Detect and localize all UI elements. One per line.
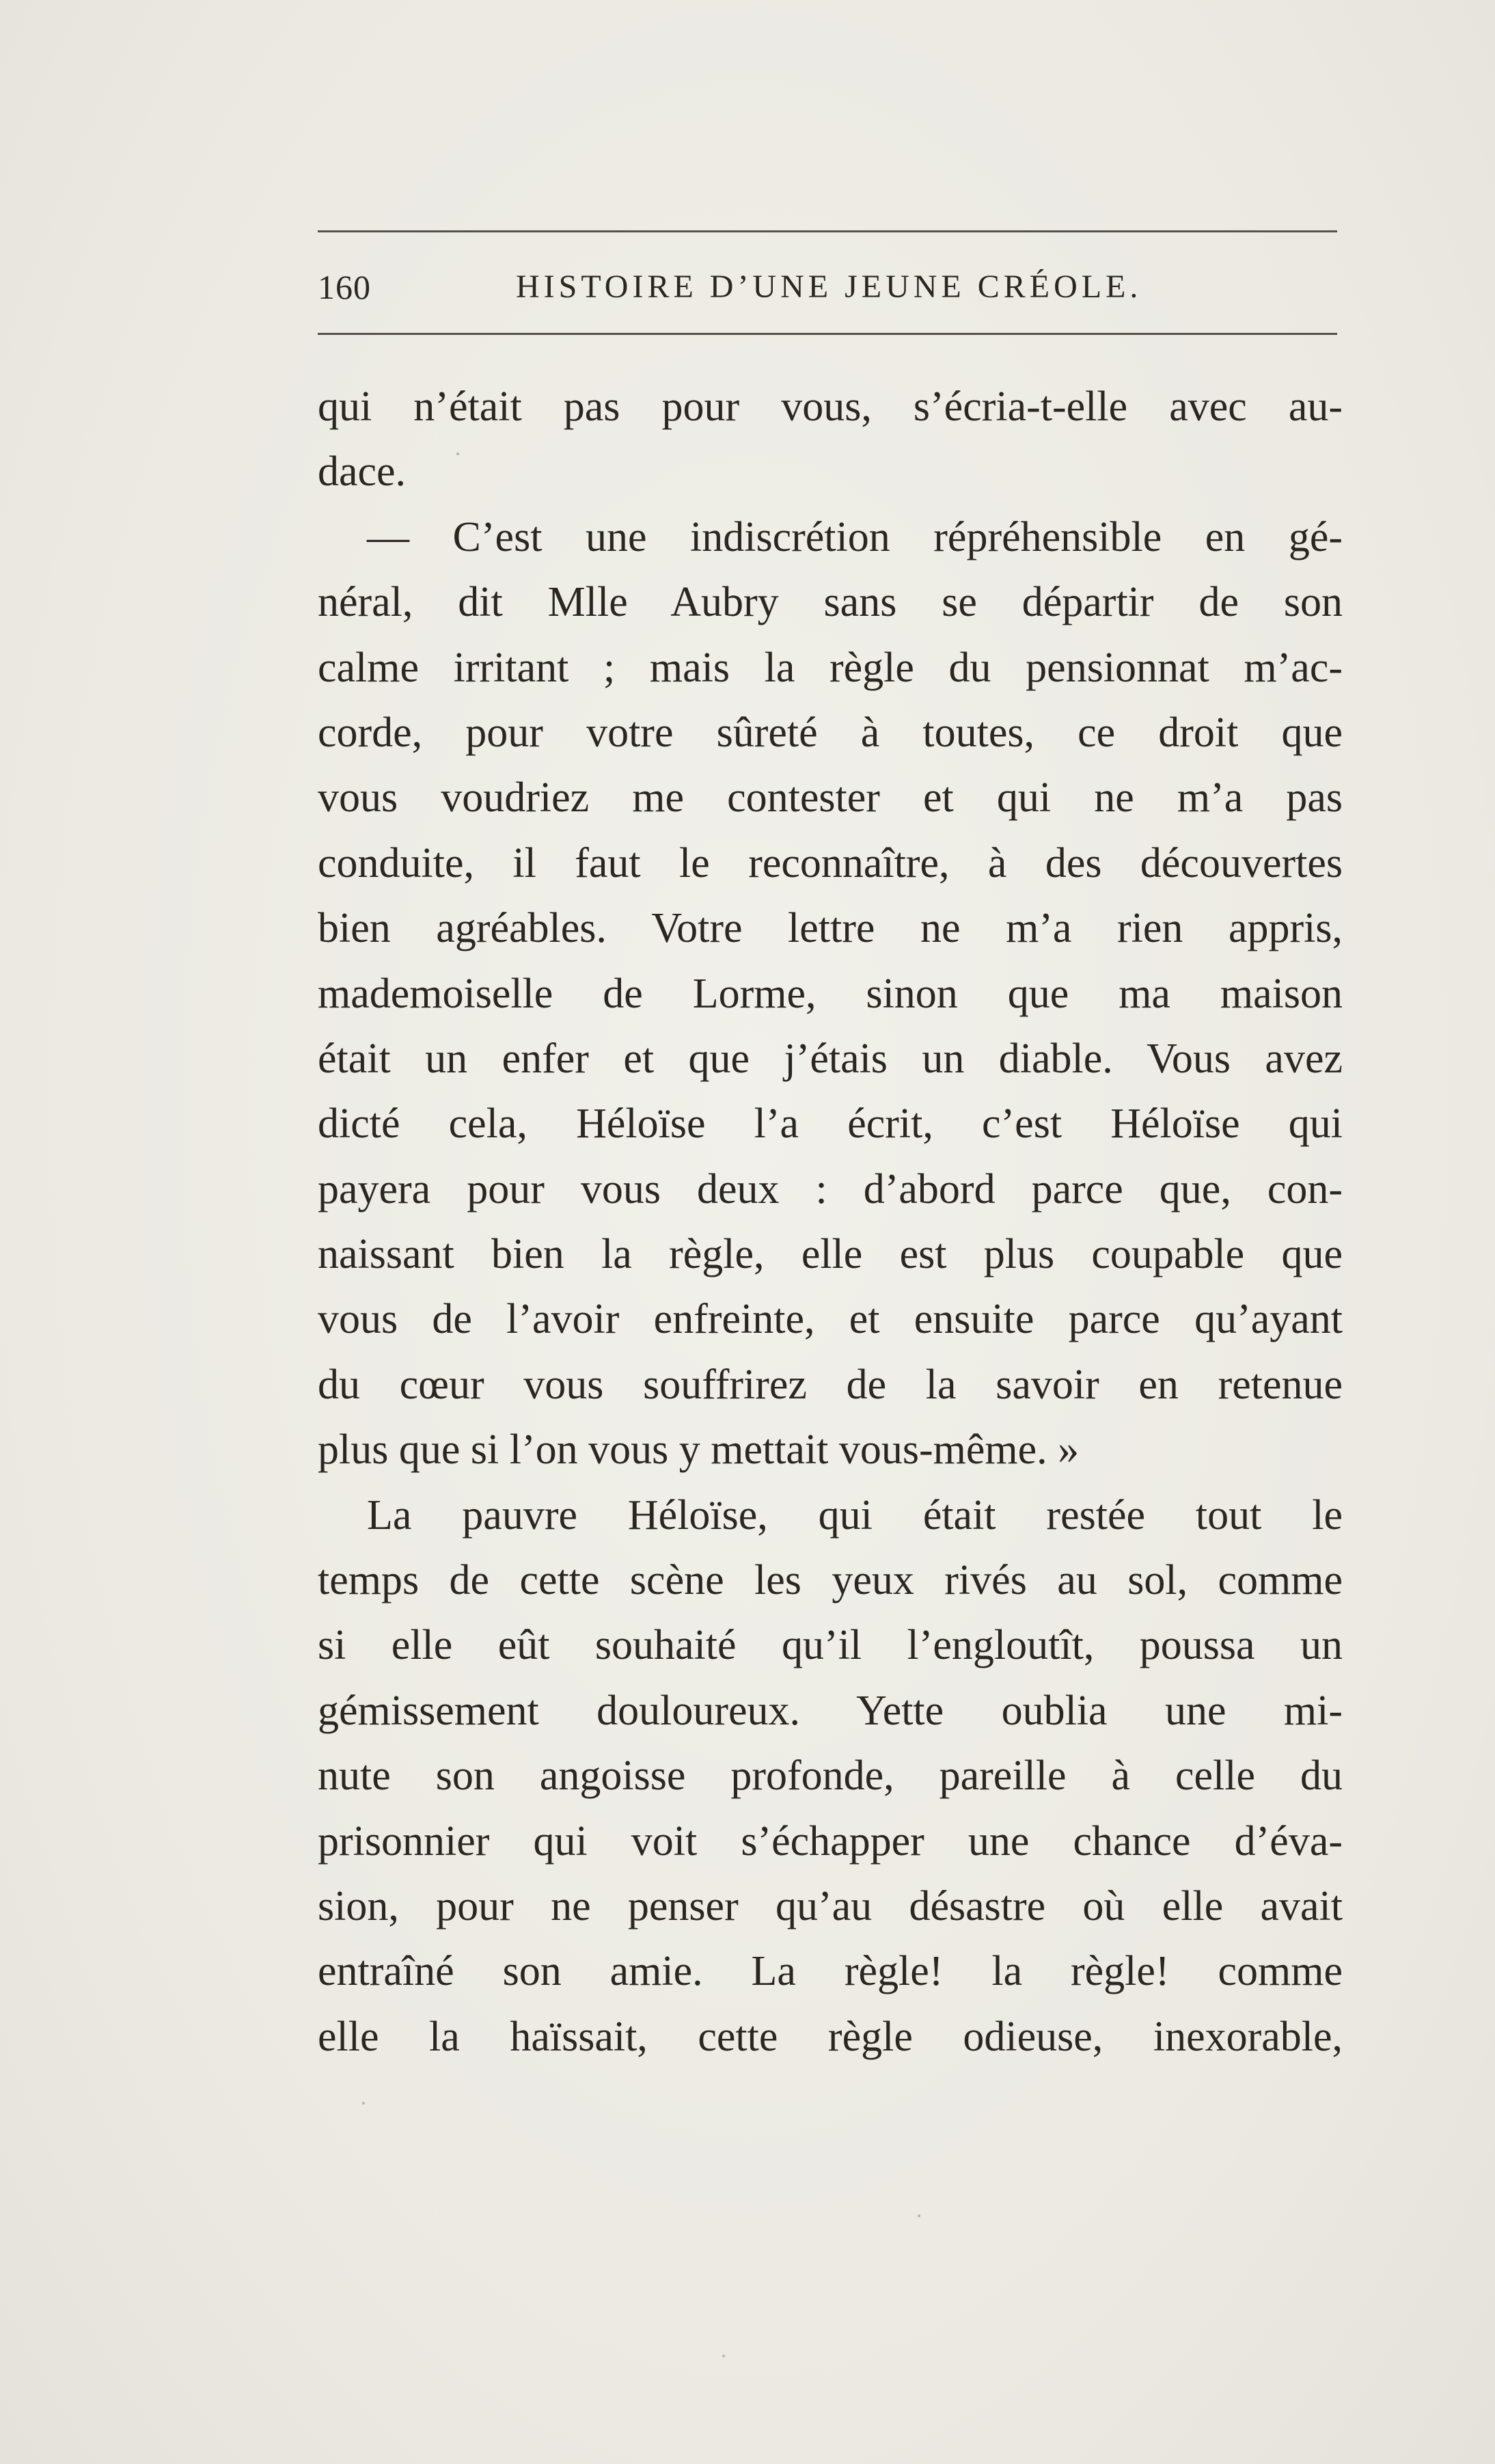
- text-line: sion, pour ne penser qu’au désastre où elle avait: [318, 1882, 1343, 1930]
- text-line: vous voudriez me contester et qui ne m’a pas: [318, 774, 1343, 822]
- text-line: qui n’était pas pour vous, s’écria-t-elle avec au-: [318, 383, 1343, 430]
- text-line: dace.: [318, 448, 407, 496]
- header-rule-top: [318, 230, 1337, 232]
- text-line: prisonnier qui voit s’échapper une chance d’éva-: [318, 1817, 1343, 1865]
- text-line: gémissement douloureux. Yette oublia une mi-: [318, 1687, 1343, 1734]
- text-line: du cœur vous souffrirez de la savoir en retenue: [318, 1361, 1343, 1408]
- text-line: était un enfer et que j’étais un diable. Vous avez: [318, 1035, 1343, 1082]
- text-line: nute son angoisse profonde, pareille à celle du: [318, 1752, 1343, 1800]
- text-line: calme irritant ; mais la règle du pensionnat m’ac-: [318, 644, 1343, 691]
- page-number: 160: [318, 268, 371, 306]
- text-line: dicté cela, Héloïse l’a écrit, c’est Héloïse qui: [318, 1100, 1343, 1148]
- text-line: conduite, il faut le reconnaître, à des découvertes: [318, 839, 1343, 886]
- text-line: payera pour vous deux : d’abord parce que, con-: [318, 1165, 1343, 1213]
- text-line: corde, pour votre sûreté à toutes, ce droit que: [318, 709, 1343, 756]
- body-text: [318, 375, 1343, 2070]
- text-line: mademoiselle de Lorme, sinon que ma maison: [318, 970, 1343, 1017]
- text-line: entraîné son amie. La règle! la règle! comme: [318, 1948, 1343, 1995]
- paper-speck: [722, 2355, 725, 2357]
- running-title: HISTOIRE D’UNE JEUNE CRÉOLE.: [516, 269, 1142, 305]
- text-line: néral, dit Mlle Aubry sans se départir de son: [318, 579, 1343, 626]
- text-line: naissant bien la règle, elle est plus coupable que: [318, 1231, 1343, 1278]
- text-line: La pauvre Héloïse, qui était restée tout le: [367, 1491, 1343, 1539]
- header-rule-bottom: [318, 333, 1337, 335]
- text-line: temps de cette scène les yeux rivés au sol, comme: [318, 1557, 1343, 1604]
- text-line: elle la haïssait, cette règle odieuse, inexorable,: [318, 2013, 1343, 2060]
- paper-speck: [362, 2102, 365, 2104]
- text-line: plus que si l’on vous y mettait vous-même. »: [318, 1426, 1080, 1474]
- text-line: bien agréables. Votre lettre ne m’a rien appris,: [318, 905, 1343, 952]
- text-line: vous de l’avoir enfreinte, et ensuite parce qu’ayant: [318, 1296, 1343, 1343]
- paper-speck: [918, 2215, 920, 2217]
- text-line: si elle eût souhaité qu’il l’engloutît, poussa un: [318, 1622, 1343, 1669]
- running-header: [318, 260, 1337, 314]
- text-line: — C’est une indiscrétion répréhensible en gé-: [367, 513, 1343, 560]
